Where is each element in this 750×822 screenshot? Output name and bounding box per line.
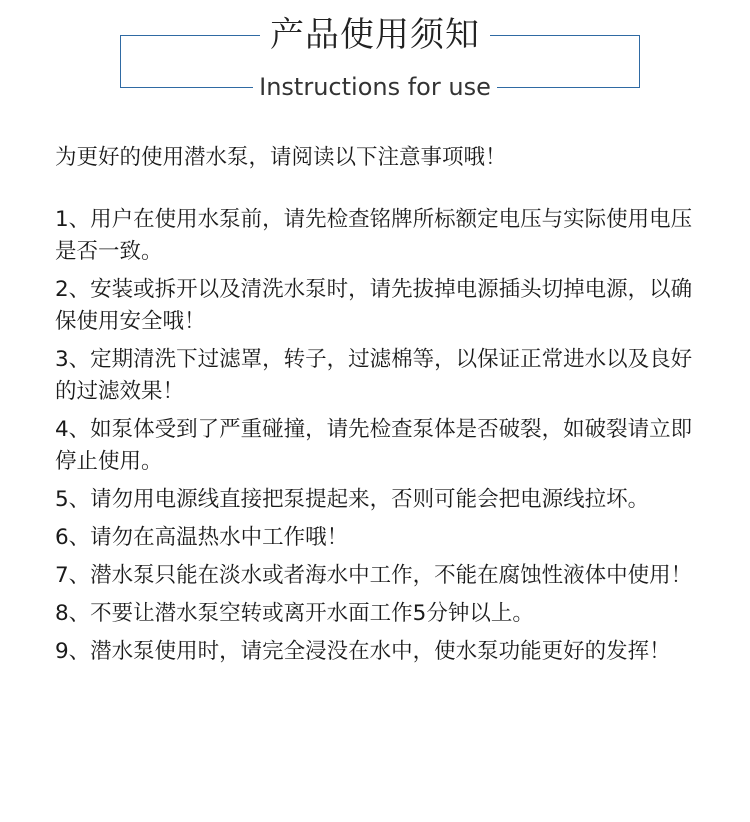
instruction-item-9: 9、潜水泵使用时，请完全浸没在水中，使水泵功能更好的发挥！ xyxy=(55,639,671,664)
page-subtitle xyxy=(0,72,750,102)
instruction-item-4: 4、如泵体受到了严重碰撞，请先检查泵体是否破裂，如破裂请立即停止使用。 xyxy=(55,417,693,474)
page-subtitle-text: Instructions for use xyxy=(253,73,497,101)
instruction-item-6: 6、请勿在高温热水中工作哦！ xyxy=(55,525,349,550)
instruction-item-7: 7、潜水泵只能在淡水或者海水中工作，不能在腐蚀性液体中使用！ xyxy=(55,563,693,588)
instructions-body xyxy=(55,142,700,674)
header xyxy=(0,0,750,110)
instruction-item-3: 3、定期清洗下过滤罩，转子，过滤棉等，以保证正常进水以及良好的过滤效果！ xyxy=(55,347,693,404)
page-title xyxy=(0,14,750,56)
instruction-item-8: 8、不要让潜水泵空转或离开水面工作5分钟以上。 xyxy=(55,601,534,626)
instruction-item-5: 5、请勿用电源线直接把泵提起来，否则可能会把电源线拉坏。 xyxy=(55,487,650,512)
page-title-text: 产品使用须知 xyxy=(260,15,490,55)
instruction-item-1: 1、用户在使用水泵前，请先检查铭牌所标额定电压与实际使用电压是否一致。 xyxy=(55,207,693,264)
intro-text: 为更好的使用潜水泵，请阅读以下注意事项哦！ xyxy=(55,145,507,170)
instruction-item-2: 2、安装或拆开以及清洗水泵时，请先拔掉电源插头切掉电源，以确保使用安全哦！ xyxy=(55,277,693,334)
